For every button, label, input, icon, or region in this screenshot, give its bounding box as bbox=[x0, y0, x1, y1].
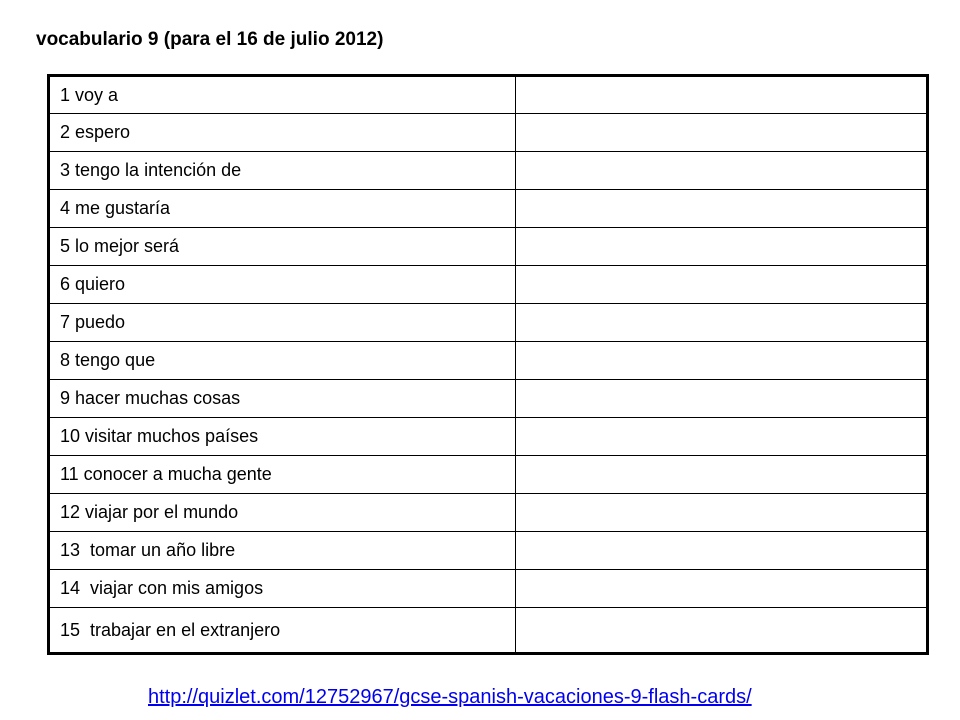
answer-cell[interactable] bbox=[515, 228, 927, 266]
table-row bbox=[49, 152, 928, 190]
table-row bbox=[49, 532, 928, 570]
vocab-term: 4 me gustaría bbox=[49, 190, 516, 228]
table-row bbox=[49, 380, 928, 418]
vocabulary-table bbox=[47, 74, 929, 655]
table-row bbox=[49, 304, 928, 342]
vocab-term: 9 hacer muchas cosas bbox=[49, 380, 516, 418]
answer-cell[interactable] bbox=[515, 266, 927, 304]
page-title: vocabulario 9 (para el 16 de julio 2012) bbox=[36, 29, 384, 50]
table-row bbox=[49, 266, 928, 304]
answer-cell[interactable] bbox=[515, 418, 927, 456]
answer-cell[interactable] bbox=[515, 190, 927, 228]
answer-cell[interactable] bbox=[515, 304, 927, 342]
vocab-term: 15 trabajar en el extranjero bbox=[49, 608, 516, 654]
vocab-term: 3 tengo la intención de bbox=[49, 152, 516, 190]
answer-cell[interactable] bbox=[515, 570, 927, 608]
quizlet-link[interactable]: http://quizlet.com/12752967/gcse-spanish-vacaciones-9-flash-cards/ bbox=[148, 686, 752, 708]
table-row bbox=[49, 570, 928, 608]
vocab-term: 2 espero bbox=[49, 114, 516, 152]
table-row bbox=[49, 494, 928, 532]
answer-cell[interactable] bbox=[515, 608, 927, 654]
table-row bbox=[49, 228, 928, 266]
vocab-term: 13 tomar un año libre bbox=[49, 532, 516, 570]
answer-cell[interactable] bbox=[515, 494, 927, 532]
answer-cell[interactable] bbox=[515, 76, 927, 114]
vocab-term: 14 viajar con mis amigos bbox=[49, 570, 516, 608]
vocab-term: 8 tengo que bbox=[49, 342, 516, 380]
table-row bbox=[49, 608, 928, 654]
table-row bbox=[49, 456, 928, 494]
vocab-term: 1 voy a bbox=[49, 76, 516, 114]
answer-cell[interactable] bbox=[515, 456, 927, 494]
answer-cell[interactable] bbox=[515, 152, 927, 190]
vocab-term: 5 lo mejor será bbox=[49, 228, 516, 266]
vocab-term: 6 quiero bbox=[49, 266, 516, 304]
answer-cell[interactable] bbox=[515, 114, 927, 152]
answer-cell[interactable] bbox=[515, 342, 927, 380]
table-row bbox=[49, 114, 928, 152]
vocab-term: 11 conocer a mucha gente bbox=[49, 456, 516, 494]
vocab-term: 12 viajar por el mundo bbox=[49, 494, 516, 532]
table-row bbox=[49, 76, 928, 114]
vocab-term: 7 puedo bbox=[49, 304, 516, 342]
answer-cell[interactable] bbox=[515, 532, 927, 570]
table-row bbox=[49, 342, 928, 380]
answer-cell[interactable] bbox=[515, 380, 927, 418]
table-row bbox=[49, 190, 928, 228]
table-row bbox=[49, 418, 928, 456]
vocab-term: 10 visitar muchos países bbox=[49, 418, 516, 456]
